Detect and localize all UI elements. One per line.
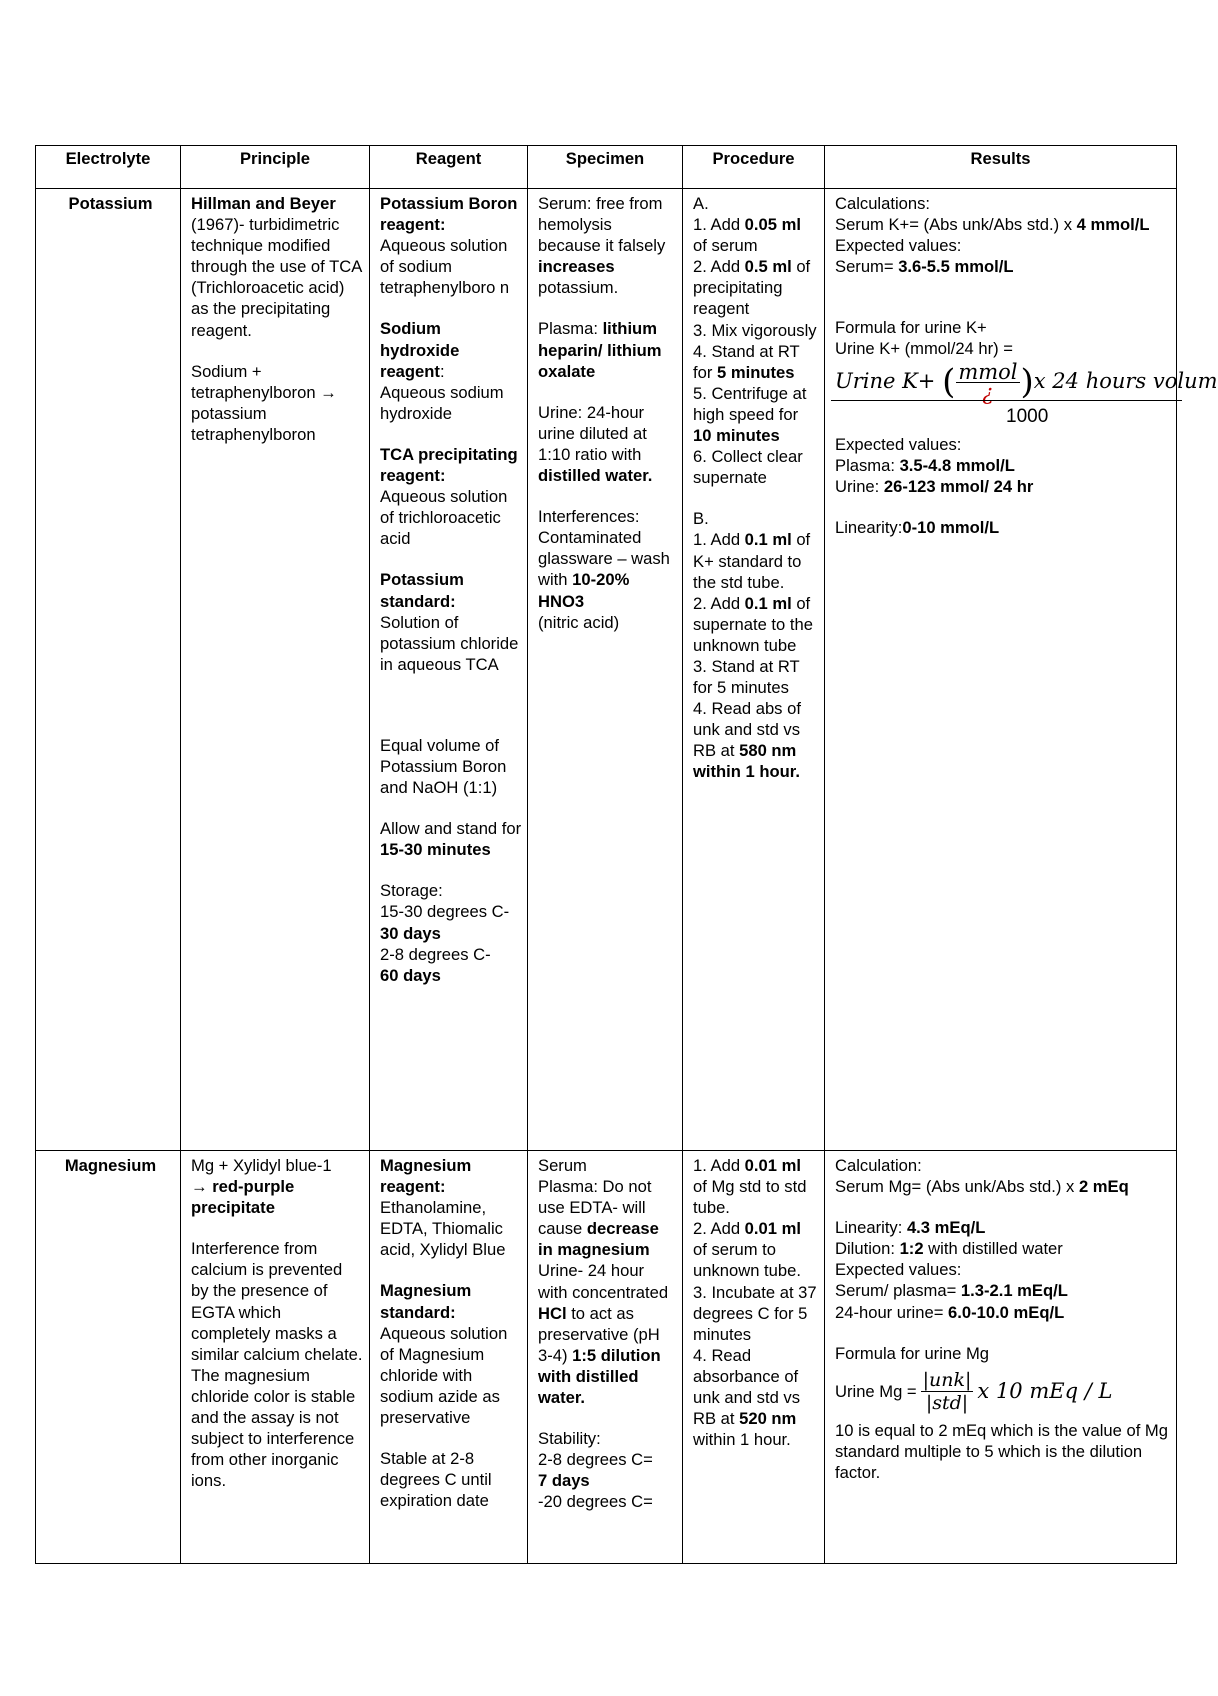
results-f-num-text: |unk| [922, 1369, 972, 1392]
procedure-a-text: A. [693, 194, 709, 213]
results-f-denominator-text: 1000 [1006, 405, 1049, 427]
results-r1-text: Calculations: [835, 194, 931, 213]
results-f-left-text: Urine K+ [835, 368, 936, 393]
results-f-den-text: ¿ [982, 380, 994, 405]
specimen-s3b-text: HCl [538, 1303, 567, 1323]
urine-mg-formula [835, 1364, 1171, 1420]
reagent-h3-text: TCA precipitating reagent: [380, 444, 518, 486]
header-procedure: Procedure [683, 146, 825, 189]
principle-bold1-text: Hillman and Beyer [191, 194, 336, 213]
reagent-t7c-text: 30 days [380, 923, 441, 943]
procedure-p1c-text: of serum [693, 236, 758, 256]
procedure-p2b-text: 0.01 ml [744, 1219, 801, 1239]
reagent-h1-text: Magnesium reagent: [380, 1156, 472, 1197]
specimen-s4d-text: -20 degrees C= [538, 1492, 653, 1512]
specimen-potassium [528, 189, 683, 1151]
results-r2b-text: 4 mmol/L [1076, 215, 1150, 235]
results-f-left-text: Urine Mg = [835, 1382, 917, 1402]
procedure-q1a-text: 1. Add [693, 530, 745, 550]
procedure-p1b-text: 0.01 ml [744, 1156, 801, 1175]
header-results: Results [825, 146, 1177, 189]
reagent-h2-colon-text: : [439, 361, 445, 381]
reagent-t1-text: Ethanolamine, EDTA, Thiomalic acid, Xylidyl Blue [380, 1198, 506, 1260]
specimen-s3d-text: 1:5 dilution with distilled water. [538, 1345, 661, 1408]
results-r2b-text: 2 mEq [1078, 1177, 1129, 1197]
results-r8b-text: 3.5-4.8 mmol/L [899, 455, 1015, 475]
reagent-t3-text: Aqueous solution of trichloroacetic acid [380, 487, 508, 549]
reagent-t5-text: Equal volume of Potassium Boron and NaOH (1:1) [380, 735, 507, 798]
reagent-t2-text: Aqueous sodium hydroxide [380, 382, 504, 423]
results-r7a-text: 24-hour urine= [835, 1302, 949, 1322]
reagent-potassium [370, 189, 528, 1151]
procedure-q4a-text: 4. Read abs of unk and std vs RB at [693, 699, 801, 761]
results-r6-text: Urine K+ (mmol/24 hr) = [835, 339, 1013, 359]
results-potassium [825, 189, 1218, 1151]
results-r4b-text: 3.6-5.5 mmol/L [898, 257, 1014, 277]
principle-magnesium [181, 1151, 370, 1564]
reagent-t7d-text: 2-8 degrees C- [380, 944, 491, 964]
procedure-q3-text: 3. Stand at RT for 5 minutes [693, 656, 800, 698]
specimen-magnesium [528, 1151, 683, 1564]
procedure-p3-text: 3. Mix vigorously [693, 320, 817, 340]
results-r3-text: Expected values: [835, 236, 962, 256]
results-f-right-text: x 10 mEq / L [977, 1379, 1113, 1404]
procedure-p4c-text: within 1 hour. [693, 1430, 791, 1450]
procedure-q2a-text: 2. Add [693, 593, 745, 613]
header-reagent: Reagent [370, 146, 528, 189]
reagent-t4-text: Solution of potassium chloride in aqueous TCA [380, 612, 519, 674]
specimen-s1a-text: Serum: free from hemolysis because it falsely [538, 194, 666, 256]
procedure-q2b-text: 0.1 ml [744, 593, 792, 613]
procedure-q4b-text: 580 nm within 1 hour. [693, 741, 800, 782]
procedure-p2a-text: 2. Add [693, 1219, 745, 1239]
reagent-t1-text: Aqueous solution of sodium tetraphenylboro n [380, 236, 510, 298]
principle-text1-text: (1967)- turbidimetric technique modified through the use of TCA (Trichloroacetic acid) as the precipitating reagent. [191, 215, 362, 340]
results-r9b-text: 26-123 mmol/ 24 hr [883, 476, 1034, 496]
procedure-p5b-text: 10 minutes [693, 426, 780, 446]
results-f-right-text: x 24 hours volum [1033, 368, 1218, 393]
reagent-magnesium [370, 1151, 528, 1564]
reagent-t6a-text: Allow and stand for [380, 819, 522, 839]
principle-t1b-text: → red-purple precipitate [191, 1177, 295, 1218]
reagent-t2-text: Aqueous solution of Magnesium chloride with sodium azide as preservative [380, 1323, 508, 1428]
specimen-s4a-text: Interferences: Contaminated glassware – wash with [538, 507, 670, 590]
procedure-p3-text: 3. Incubate at 37 degrees C for 5 minutes [693, 1282, 817, 1344]
reagent-h2-text: Sodium hydroxide reagent [380, 319, 460, 381]
reagent-t3-text: Stable at 2-8 degrees C until expiration date [380, 1449, 492, 1511]
results-r4a-text: Dilution: [835, 1239, 900, 1259]
procedure-p4b-text: 5 minutes [716, 362, 795, 382]
procedure-p2b-text: 0.5 ml [744, 257, 792, 277]
principle-t2-text: Interference from calcium is prevented by the presence of EGTA which completely masks a similar calcium chelate. The magnesium chloride color is stable and the assay is not subject to interference from other inorganic ions. [191, 1239, 363, 1491]
results-r6a-text: Serum/ plasma= [835, 1281, 961, 1301]
electrolyte-potassium: Potassium [36, 189, 181, 1151]
header-principle: Principle [181, 146, 370, 189]
principle-t1-text: Mg + Xylidyl blue-1 [191, 1156, 332, 1175]
procedure-p4a-text: 4. Stand at RT for [693, 341, 800, 382]
specimen-s2b-text: decrease in magnesium [538, 1219, 659, 1260]
procedure-p2c-text: of precipitating reagent [693, 257, 811, 319]
header-specimen: Specimen [528, 146, 683, 189]
results-f-den-text: |std| [925, 1392, 969, 1415]
results-r8-text: Formula for urine Mg [835, 1343, 990, 1363]
results-r4a-text: Serum= [835, 257, 899, 277]
results-r10b-text: 0-10 mmol/L [902, 517, 1000, 537]
procedure-p2a-text: 2. Add [693, 257, 745, 277]
results-r6b-text: 1.3-2.1 mEq/L [960, 1281, 1068, 1301]
procedure-potassium [683, 189, 825, 1151]
specimen-s3a-text: Urine- 24 hour with concentrated [538, 1261, 669, 1302]
header-row [36, 146, 1177, 189]
specimen-s2a-text: Plasma: [538, 319, 603, 339]
results-r7-text: Expected values: [835, 434, 962, 454]
procedure-q1c-text: of K+ standard to the std tube. [693, 530, 811, 592]
procedure-p1b-text: 0.05 ml [744, 215, 801, 235]
specimen-s4a-text: Stability: [538, 1429, 601, 1449]
principle-text [191, 193, 364, 341]
procedure-p6-text: 6. Collect clear supernate [693, 447, 803, 488]
specimen-s1b-text: increases [538, 257, 615, 277]
reagent-h1-text: Potassium Boron reagent: [380, 194, 518, 235]
reagent-h4-text: Potassium standard: [380, 570, 464, 611]
results-r10a-text: Linearity: [835, 517, 903, 537]
results-f-num-text: mmol [958, 359, 1018, 384]
results-r5-text: Expected values: [835, 1260, 962, 1280]
results-r4b-text: 1:2 [899, 1239, 924, 1259]
results-r7b-text: 6.0-10.0 mEq/L [948, 1302, 1065, 1322]
reagent-t6b-text: 15-30 minutes [380, 840, 491, 860]
results-r4c-text: with distilled water [923, 1239, 1063, 1259]
table-row-magnesium [36, 1151, 1177, 1564]
results-r3a-text: Linearity: [835, 1218, 907, 1238]
results-r8a-text: Plasma: [835, 455, 900, 475]
results-r2a-text: Serum Mg= (Abs unk/Abs std.) x [835, 1177, 1079, 1197]
reagent-h2-text: Magnesium standard: [380, 1281, 472, 1322]
procedure-p5a-text: 5. Centrifuge at high speed for [693, 383, 807, 424]
procedure-b-text: B. [693, 509, 709, 529]
urine-k-formula: Urine K+ ( $\frac{\text{mmol}}{¿}$ )x 24 hours volum 1000 [833, 360, 1176, 430]
electrolyte-table [35, 145, 1218, 1564]
header-electrolyte: Electrolyte [36, 146, 181, 189]
results-r3b-text: 4.3 mEq/L [906, 1218, 986, 1238]
specimen-s2b-text: lithium heparin/ lithium oxalate [538, 319, 662, 381]
procedure-magnesium [683, 1151, 825, 1564]
results-r5-text: Formula for urine K+ [835, 318, 987, 338]
principle-potassium [181, 189, 370, 1151]
specimen-s4b-text: 2-8 degrees C= [538, 1450, 653, 1470]
results-magnesium [825, 1151, 1177, 1564]
procedure-q2c-text: of supernate to the unknown tube [693, 593, 813, 655]
results-r1-text: Calculation: [835, 1156, 922, 1175]
procedure-p1a-text: 1. Add [693, 1156, 745, 1175]
results-r2a-text: Serum K+= (Abs unk/Abs std.) x [835, 215, 1077, 235]
specimen-s2a-text: Plasma: Do not use EDTA- will cause [538, 1177, 652, 1239]
results-r9-text: 10 is equal to 2 mEq which is the value of Mg standard multiple to 5 which is the dilution factor. [835, 1420, 1168, 1482]
reagent-t7e-text: 60 days [380, 965, 441, 985]
specimen-s1-text: Serum [538, 1156, 587, 1175]
specimen-s3c-text: to act as preservative (pH 3-4) [538, 1303, 660, 1365]
procedure-p2c-text: of serum to unknown tube. [693, 1240, 801, 1281]
procedure-p4b-text: 520 nm [739, 1409, 797, 1429]
reagent-t7b-text: 15-30 degrees C- [380, 902, 510, 922]
table-row-potassium [36, 189, 1177, 1151]
specimen-s4c-text: (nitric acid) [538, 612, 620, 632]
procedure-p4a-text: 4. Read absorbance of unk and std vs RB at [693, 1345, 801, 1429]
specimen-s3a-text: Urine: 24-hour urine diluted at 1:10 ratio with [538, 402, 647, 464]
procedure-p1a-text: 1. Add [693, 215, 745, 235]
reagent-t7a-text: Storage: [380, 881, 443, 901]
results-r9a-text: Urine: [835, 476, 884, 496]
specimen-s4b-text: 10-20% HNO3 [538, 570, 630, 611]
specimen-s1c-text: potassium. [538, 278, 619, 298]
procedure-p1c-text: of Mg std to std tube. [693, 1177, 807, 1218]
principle-reaction: Sodium + tetraphenylboron → potassium tetraphenylboron [191, 361, 337, 444]
electrolyte-magnesium: Magnesium [36, 1151, 181, 1564]
specimen-s4c-text: 7 days [538, 1471, 590, 1491]
procedure-q1b-text: 0.1 ml [744, 530, 792, 550]
specimen-s3b-text: distilled water. [538, 466, 653, 486]
